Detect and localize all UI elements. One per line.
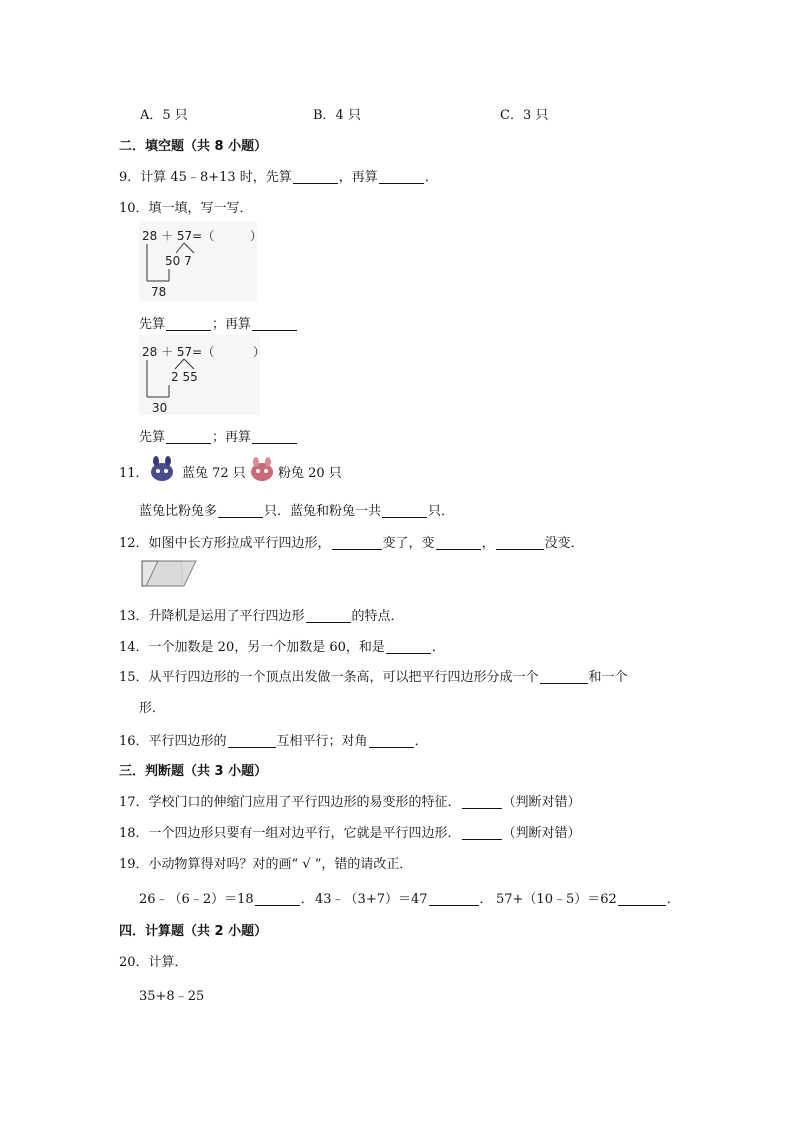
question-10-title: 10．填一填，写一写．	[119, 201, 253, 216]
parallelogram-figure	[140, 559, 198, 589]
answer-blank[interactable]	[429, 891, 479, 906]
answer-blank[interactable]	[306, 608, 351, 623]
q14-text: ．	[431, 640, 445, 655]
diagram-close-paren: ）	[250, 229, 263, 243]
answer-blank[interactable]	[618, 891, 666, 906]
question-11-number: 11．	[119, 466, 149, 481]
q9-text: ，再算	[338, 170, 378, 185]
blue-rabbit-icon	[148, 456, 176, 482]
q9-text: 9．计算 45﹣8+13 时，先算	[119, 170, 292, 185]
q18-text: 18．一个四边形只要有一组对边平行，它就是平行四边形．	[119, 826, 461, 841]
answer-blank[interactable]	[166, 429, 211, 444]
answer-blank[interactable]	[293, 169, 338, 184]
answer-blank[interactable]	[496, 535, 544, 550]
answer-blank[interactable]	[462, 825, 502, 840]
q15-text: 15．从平行四边形的一个顶点出发做一条高，可以把平行四边形分成一个	[119, 670, 539, 685]
answer-blank[interactable]	[252, 316, 297, 331]
q13-text: 的特点．	[351, 609, 404, 624]
question-17	[119, 791, 581, 810]
blue-rabbit-count: 蓝兔 72 只	[182, 466, 246, 481]
question-16	[119, 730, 428, 749]
question-13	[119, 605, 404, 624]
diagram-expression: 28 ＋ 57=（	[142, 229, 215, 243]
answer-blank[interactable]	[369, 733, 414, 748]
q10-line-1	[139, 313, 298, 332]
question-20-title: 20．计算．	[119, 955, 188, 970]
q12-text: ，	[481, 536, 495, 551]
question-18	[119, 822, 581, 841]
q19-text: 26﹣（6﹣2）＝18	[139, 892, 254, 907]
pink-rabbit-count: 粉兔 20 只	[278, 466, 342, 481]
q9-text: ．	[424, 170, 438, 185]
answer-blank[interactable]	[436, 535, 481, 550]
option-a: A．5 只	[140, 108, 188, 123]
q10-text: 先算	[139, 430, 166, 445]
q19-text: 43﹣（3+7）＝47	[315, 892, 428, 907]
q10-text: ；再算	[212, 430, 252, 445]
question-15	[119, 666, 628, 685]
question-9	[119, 166, 438, 185]
answer-blank[interactable]	[379, 169, 424, 184]
answer-blank[interactable]	[255, 891, 300, 906]
q16-text: 互相平行；对角	[276, 734, 368, 749]
q10-line-2	[139, 426, 298, 445]
q12-text: 没变．	[544, 536, 584, 551]
q19-expression-2	[315, 888, 493, 907]
diagram-expression: 28 ＋ 57=（	[142, 345, 215, 359]
q19-expression-3	[496, 888, 680, 907]
section-3-heading: 三．判断题（共 3 小题）	[119, 764, 268, 779]
q18-text: （判断对错）	[502, 826, 581, 841]
option-b: B．4 只	[313, 108, 361, 123]
answer-blank[interactable]	[252, 429, 297, 444]
question-19-title: 19．小动物算得对吗？对的画“ √ ”，错的请改正．	[119, 857, 413, 872]
q16-text: ．	[414, 734, 428, 749]
answer-blank[interactable]	[540, 669, 588, 684]
q10-text: 先算	[139, 317, 166, 332]
question-14	[119, 636, 445, 655]
q19-text: ．	[666, 892, 680, 907]
option-c: C．3 只	[500, 108, 549, 123]
q15-text: 和一个	[588, 670, 628, 685]
q19-text: ．	[479, 892, 493, 907]
answer-blank[interactable]	[462, 794, 502, 809]
q11-text: 只．	[428, 504, 455, 519]
q13-text: 13．升降机是运用了平行四边形	[119, 609, 305, 624]
answer-blank[interactable]	[218, 503, 263, 518]
q17-text: （判断对错）	[502, 795, 581, 810]
q12-text: 变了，变	[382, 536, 435, 551]
split-diagram-2	[139, 335, 266, 415]
q12-text: 12．如图中长方形拉成平行四边形，	[119, 536, 331, 551]
q14-text: 14．一个加数是 20，另一个加数是 60，和是	[119, 640, 385, 655]
question-12	[119, 532, 584, 551]
diagram-split: 50 7	[165, 254, 192, 268]
answer-blank[interactable]	[382, 503, 427, 518]
q11-text: 只．蓝兔和粉兔一共	[264, 504, 382, 519]
diagram-bottom: 78	[151, 285, 167, 299]
diagram-split: 2 55	[171, 370, 198, 384]
diagram-bottom: 30	[152, 401, 168, 415]
q16-text: 16．平行四边形的	[119, 734, 227, 749]
answer-blank[interactable]	[332, 535, 382, 550]
section-4-heading: 四．计算题（共 2 小题）	[119, 924, 268, 939]
diagram-close-paren: ）	[253, 345, 266, 359]
q19-expression-1	[139, 888, 314, 907]
q19-text: 57+（10﹣5）＝62	[496, 892, 617, 907]
q10-text: ；再算	[212, 317, 252, 332]
q17-text: 17．学校门口的伸缩门应用了平行四边形的易变形的特征．	[119, 795, 461, 810]
answer-blank[interactable]	[228, 733, 276, 748]
question-15-continued: 形．	[139, 701, 166, 716]
q11-text: 蓝兔比粉兔多	[139, 504, 218, 519]
split-diagram-1	[139, 221, 263, 301]
question-20-expression: 35+8﹣25	[139, 989, 205, 1004]
q19-text: ．	[300, 892, 314, 907]
pink-rabbit-icon	[248, 456, 276, 482]
answer-blank[interactable]	[166, 316, 211, 331]
question-11-text	[139, 500, 454, 519]
section-2-heading: 二．填空题（共 8 小题）	[119, 139, 268, 154]
answer-blank[interactable]	[386, 639, 431, 654]
